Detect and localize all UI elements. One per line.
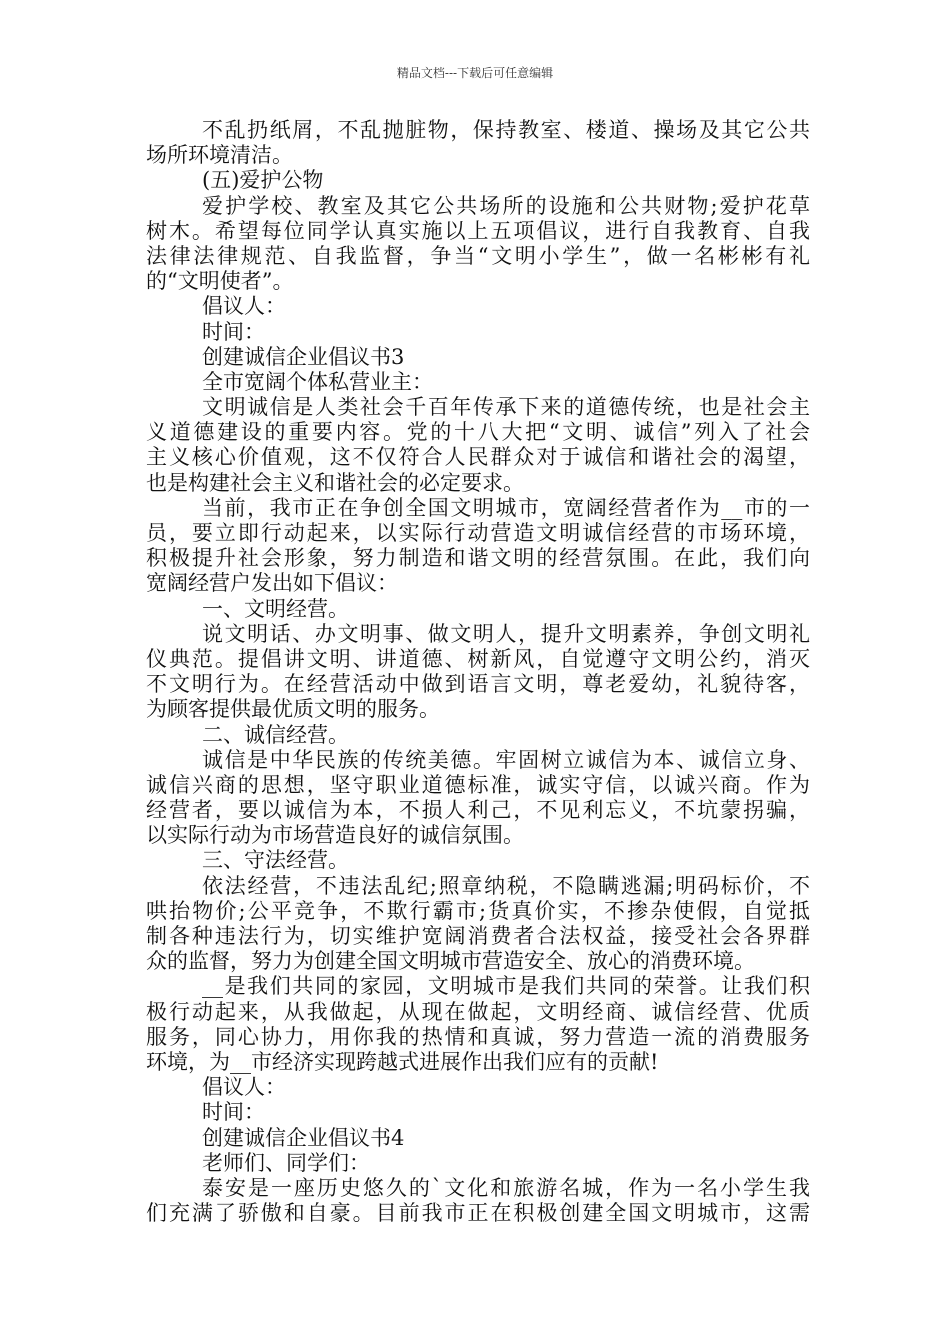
text-line: 也是构建社会主义和谐社会的必定要求。: [146, 470, 524, 495]
text-line: 主义核心价值观，这不仅符合人民群众对于诚信和谐社会的渴望，: [146, 445, 810, 470]
text-line: 哄抬物价;公平竞争，不欺行霸市;货真价实，不掺杂使假，自觉抵: [146, 898, 810, 923]
text-line: 环境，为__市经济实现跨越式进展作出我们应有的贡献!: [146, 1049, 659, 1074]
document-body: [146, 118, 810, 1226]
text-line: 创建诚信企业倡议书4: [202, 1125, 405, 1150]
text-line: 倡议人：: [202, 1075, 286, 1100]
text-line: 为顾客提供最优质文明的服务。: [146, 697, 440, 722]
text-line: 创建诚信企业倡议书3: [202, 344, 405, 369]
text-line: 法律法律规范、自我监督，争当“文明小学生”，做一名彬彬有礼: [146, 243, 810, 268]
text-line: 全市宽阔个体私营业主：: [202, 369, 433, 394]
text-line: 时间：: [202, 319, 265, 344]
page-header: 精品文档---下载后可任意编辑: [396, 66, 554, 80]
text-line: 场所环境清洁。: [146, 143, 293, 168]
text-line: 经营者，要以诚信为本，不损人利己，不见利忘义，不坑蒙拐骗，: [146, 798, 810, 823]
text-line: 员，要立即行动起来，以实际行动营造文明诚信经营的市场环境，: [146, 521, 810, 545]
text-line: (五)爱护公物: [202, 168, 324, 193]
text-line: 服务，同心协力，用你我的热情和真诚，努力营造一流的消费服务: [146, 1024, 810, 1049]
text-line: 树木。希望每位同学认真实施以上五项倡议，进行自我教育、自我: [146, 218, 810, 243]
text-line: 二、诚信经营。: [202, 722, 349, 747]
text-line: 老师们、同学们：: [202, 1150, 370, 1175]
text-line: 爱护学校、教室及其它公共场所的设施和公共财物;爱护花草: [202, 193, 810, 218]
text-line: 诚信兴商的思想，坚守职业道德标准，诚实守信，以诚兴商。作为: [146, 772, 810, 797]
text-line: 文明诚信是人类社会千百年传承下来的道德传统，也是社会主: [202, 395, 810, 420]
text-line: 一、文明经营。: [202, 596, 349, 621]
text-line: 依法经营，不违法乱纪;照章纳税，不隐瞒逃漏;明码标价，不: [202, 873, 810, 898]
text-line: 不乱扔纸屑，不乱抛脏物，保持教室、楼道、操场及其它公共: [202, 118, 810, 142]
text-line: 当前，我市正在争创全国文明城市，宽阔经营者作为__市的一: [202, 495, 810, 520]
text-line: 极行动起来，从我做起，从现在做起，文明经商、诚信经营、优质: [146, 999, 810, 1024]
text-line: 诚信是中华民族的传统美德。牢固树立诚信为本、诚信立身、: [202, 747, 810, 772]
text-line: 时间：: [202, 1100, 265, 1125]
text-line: 的“文明使者”。: [146, 269, 294, 294]
text-line: 说文明话、办文明事、做文明人，提升文明素养，争创文明礼: [202, 621, 810, 646]
text-line: 泰安是一座历史悠久的`文化和旅游名城，作为一名小学生我: [202, 1175, 810, 1200]
text-line: 倡议人：: [202, 294, 286, 319]
text-line: 宽阔经营户发出如下倡议：: [146, 571, 398, 596]
text-line: 制各种违法行为，切实维护宽阔消费者合法权益，接受社会各界群: [146, 924, 810, 948]
text-line: 众的监督，努力为创建全国文明城市营造安全、放心的消费环境。: [146, 949, 755, 974]
text-line: 积极提升社会形象，努力制造和谐文明的经营氛围。在此，我们向: [146, 546, 810, 571]
text-line: 仪典范。提倡讲文明、讲道德、树新风，自觉遵守文明公约，消灭: [146, 646, 810, 671]
text-line: 们充满了骄傲和自豪。目前我市正在积极创建全国文明城市，这需: [146, 1201, 810, 1226]
text-line: 三、守法经营。: [202, 848, 349, 873]
text-line: 义道德建设的重要内容。党的十八大把“文明、诚信”列入了社会: [146, 420, 810, 445]
text-line: 以实际行动为市场营造良好的诚信氛围。: [146, 823, 524, 848]
text-line: __是我们共同的家园，文明城市是我们共同的荣誉。让我们积: [202, 974, 810, 999]
text-line: 不文明行为。在经营活动中做到语言文明，尊老爱幼，礼貌待客，: [146, 672, 810, 697]
